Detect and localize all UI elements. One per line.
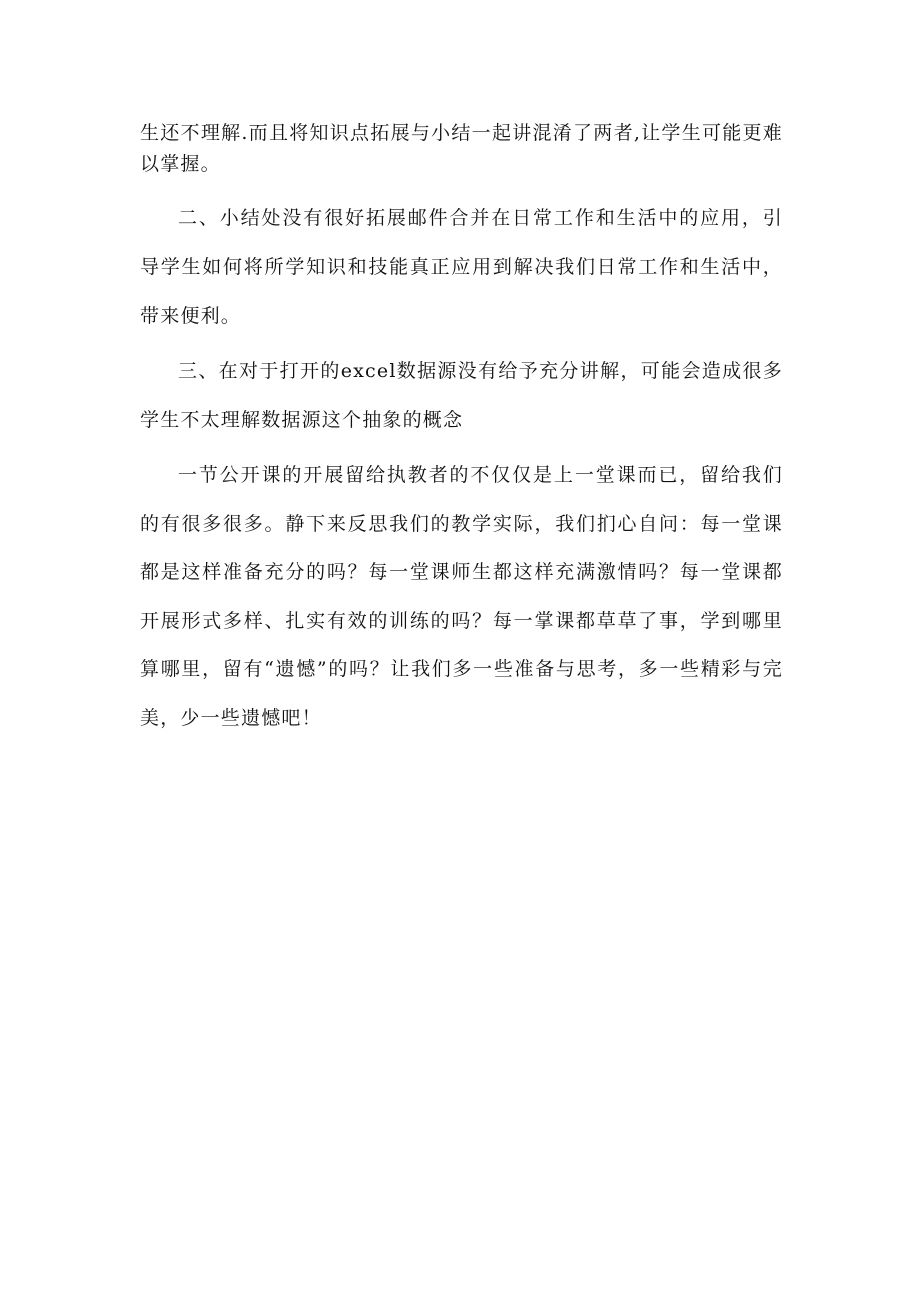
paragraph-continuation: 生还不理解.而且将知识点拓展与小结一起讲混淆了两者,让学生可能更难以掌握。	[140, 122, 783, 175]
paragraph-point-two: 二、小结处没有很好拓展邮件合并在日常工作和生活中的应用，引导学生如何将所学知识和技能真正应用到解决我们日常工作和生活中，带来便利。	[140, 207, 783, 327]
document-body	[140, 118, 783, 742]
paragraph-point-three: 三、在对于打开的excel数据源没有给予充分讲解，可能会造成很多学生不太理解数据源这个抽象的概念	[140, 360, 783, 431]
paragraph-reflection: 一节公开课的开展留给执教者的不仅仅是上一堂课而已，留给我们的有很多很多。静下来反思我们的教学实际，我们扪心自问：每一堂课都是这样准备充分的吗？每一堂课师生都这样充满激情吗？每一堂课都开展形式多样、扎实有效的训练的吗？每一掌课都草草了事，学到哪里算哪里，留有“遗憾”的吗？让我们多一些准备与思考，多一些精彩与完美，少一些遗憾吧！	[140, 464, 783, 729]
